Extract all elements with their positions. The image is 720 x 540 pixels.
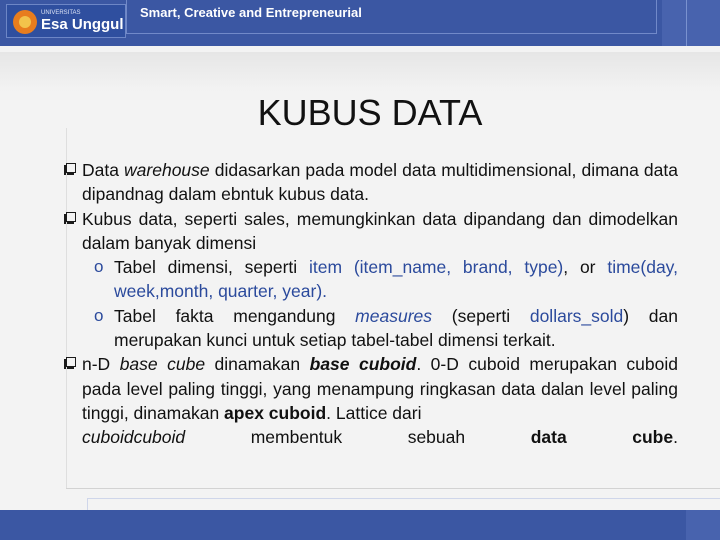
header-divider [686, 0, 687, 46]
bullet-text: . [673, 427, 678, 448]
sub-bullet-highlight: time(day, week,month, quarter, year). [114, 257, 678, 302]
bullet-item [64, 158, 678, 207]
sub-bullet-text: ) dan merupakan kunci untuk setiap tabel-tabel dimensi terkait. [114, 305, 678, 351]
bullet-text-italic: base cube [119, 354, 206, 375]
bullet-text: didasarkan pada model data multidimensional, dimana data dipandnag dalam ebntuk kubus data. [82, 160, 678, 205]
bullet-text: n-D [82, 354, 120, 375]
sub-bullet-text: (seperti [432, 305, 530, 326]
tagline: Smart, Creative and Entrepreneurial [140, 5, 362, 20]
sub-bullet-item [64, 255, 678, 304]
sub-bullet-text: Tabel dimensi, seperti [114, 257, 309, 278]
bullet-text-bold: cube [632, 427, 674, 448]
bullet-text-bold-italic: base cuboid [309, 354, 417, 375]
logo-text: Esa Unggul [41, 16, 124, 33]
checkbox-bullet-icon [64, 163, 76, 175]
header-right-block [662, 0, 720, 46]
sub-bullet-highlight: measures [355, 305, 433, 326]
bullet-item [64, 352, 678, 449]
sub-bullet-highlight: dollars_sold [529, 305, 624, 326]
bullet-item [64, 207, 678, 256]
logo-small-text: UNIVERSITAS [41, 10, 81, 16]
bullet-text: membentuk [250, 427, 343, 448]
logo [6, 4, 126, 38]
bullet-text-bold: apex cuboid [224, 402, 327, 423]
bullet-last-line [82, 425, 678, 449]
sub-bullet-marker: o [94, 305, 104, 325]
bullet-text-bold: data [530, 427, 567, 448]
sub-bullet-text: , or [563, 257, 608, 278]
footer-bar [0, 510, 720, 540]
bullet-text: Data [82, 160, 125, 180]
checkbox-bullet-icon [64, 212, 76, 224]
bullet-text: . 0-D cuboid merupakan cuboid pada level paling tinggi, yang menampung ringkasan data dalan level paling tinggi, dinamakan [82, 354, 678, 423]
bullet-text: sebuah [407, 427, 466, 448]
bullet-text: . Lattice dari [326, 402, 422, 423]
frame-line-horizontal [66, 488, 720, 489]
sub-bullet-item [64, 304, 678, 353]
bullet-text: dinamakan [205, 354, 310, 375]
bullet-text-italic: cuboidcuboid [82, 427, 186, 448]
slide-title: KUBUS DATA [257, 92, 483, 133]
sub-bullet-text: Tabel fakta mengandung [114, 305, 356, 326]
logo-emblem-icon [13, 10, 37, 34]
slide-content [64, 158, 678, 450]
bullet-text-italic: warehouse [124, 160, 210, 180]
decorative-band [0, 52, 720, 92]
checkbox-bullet-icon [64, 357, 76, 369]
footer-right-block [686, 510, 720, 540]
bullet-text: Kubus data, seperti sales, memungkinkan data dipandang dan dimodelkan dalam banyak dimensi [82, 208, 678, 253]
sub-bullet-highlight: item (item_name, brand, type) [308, 257, 564, 278]
sub-bullet-marker: o [94, 257, 104, 277]
